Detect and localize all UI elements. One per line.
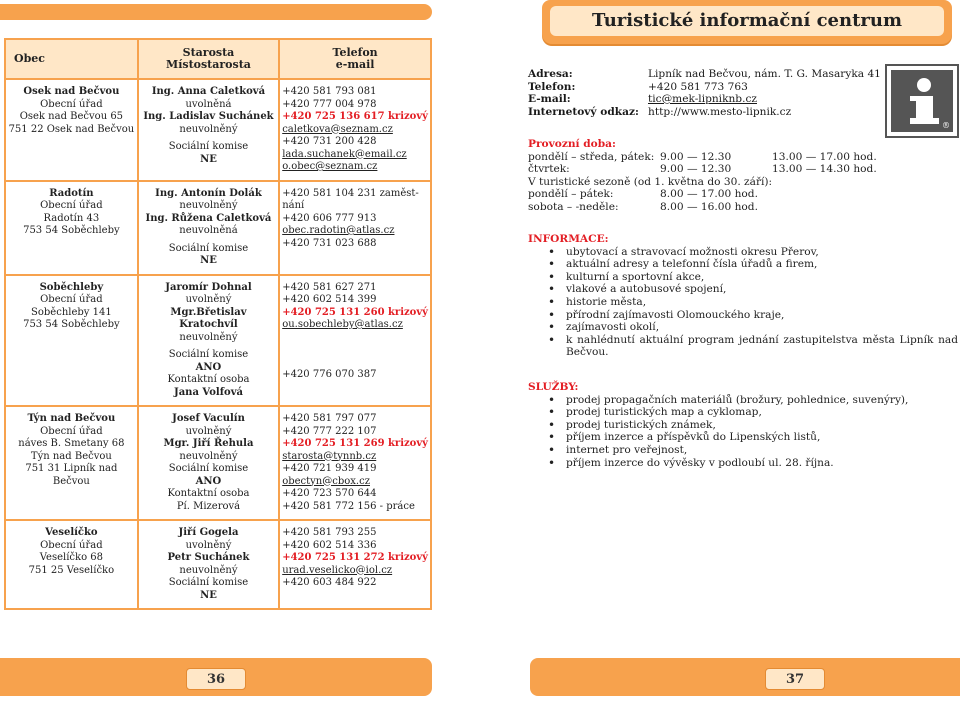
email-link[interactable]: o.obec@seznam.cz <box>282 161 378 172</box>
services-list <box>548 394 958 470</box>
season-title: V turistické sezoně (od 1. května do 30. září): <box>528 175 773 188</box>
bottom-decor-bar-right <box>530 658 960 696</box>
phone-line: +420 777 004 978 <box>282 98 377 110</box>
table-header-row <box>5 39 431 79</box>
table-row <box>5 181 431 275</box>
obec-line: Obecní úřad <box>40 425 103 437</box>
starosta-line: Mgr.Břetislav Kratochvíl <box>170 306 247 330</box>
table-row <box>5 406 431 520</box>
contact-value: +420 581 773 763 <box>648 80 748 93</box>
phone-line: +420 581 793 081 <box>282 86 377 97</box>
starosta-line: Josef Vaculín <box>172 413 245 424</box>
page-title: Turistické informační centrum <box>550 6 944 36</box>
season-time: 8.00 — 17.00 hod. <box>660 188 758 200</box>
list-item: • internet pro veřejnost, <box>548 444 958 457</box>
starosta-line: Sociální komise <box>168 242 249 254</box>
obec-line: 751 22 Osek nad Bečvou <box>8 123 135 135</box>
obec-line: Osek nad Bečvou 65 <box>19 111 124 122</box>
phone-line: +420 725 131 260 krizový <box>282 306 428 318</box>
season-day: sobota – -neděle: <box>528 200 619 213</box>
phone-line: +420 581 104 231 zaměst- <box>282 187 419 199</box>
phone-line: +420 777 222 107 <box>282 425 377 437</box>
list-item: • ubytovací a stravovací možnosti okresu Přerov, <box>548 246 958 259</box>
phone-line: +420 725 131 269 krizový <box>282 438 428 449</box>
hours-afternoon: 13.00 — 17.00 hod. <box>772 150 877 163</box>
cell-starosta <box>138 406 279 520</box>
phone-line: +420 731 023 688 <box>282 237 377 249</box>
starosta-line: Kontaktní osoba <box>167 374 250 385</box>
hours-rows <box>528 151 877 176</box>
phone-line <box>282 344 428 357</box>
contact-row <box>528 106 881 119</box>
list-item: • prodej turistických map a cyklomap, <box>548 406 958 419</box>
starosta-line: NE <box>200 255 217 266</box>
contact-value[interactable]: tic@mek-lipniknb.cz <box>648 93 757 105</box>
hours-row <box>528 163 877 176</box>
season-rows <box>528 188 877 213</box>
starosta-line: Ing. Růžena Caletková <box>145 212 272 224</box>
phone-line: +420 581 797 077 <box>282 413 377 424</box>
list-item: • vlakové a autobusové spojení, <box>548 283 958 296</box>
starosta-line: ANO <box>195 361 222 373</box>
title-tab <box>542 0 952 44</box>
info-list <box>548 246 958 359</box>
contact-key: Telefon: <box>528 80 576 93</box>
season-row <box>528 188 877 201</box>
cell-starosta <box>138 79 279 181</box>
starosta-line: Ing. Anna Caletková <box>151 86 266 97</box>
header-obec: Obec <box>5 39 138 79</box>
starosta-line: Sociální komise <box>168 141 249 152</box>
phone-line: +420 581 793 255 <box>282 527 377 538</box>
email-link[interactable]: lada.suchanek@email.cz <box>282 148 407 160</box>
obec-line: 751 25 Veselíčko <box>28 564 115 576</box>
cell-obec <box>5 181 138 275</box>
starosta-line: neuvolněná <box>179 225 238 236</box>
starosta-line: neuvolněný <box>179 450 238 462</box>
table-row <box>5 79 431 181</box>
list-item: • přírodní zajímavosti Olomouckého kraje, <box>548 309 958 322</box>
contact-row <box>528 93 881 106</box>
email-link[interactable]: obectyn@cbox.cz <box>282 475 370 487</box>
obec-line: Obecní úřad <box>40 539 103 551</box>
services-title: SLUŽBY: <box>528 381 579 393</box>
starosta-line: uvolněný <box>185 294 232 305</box>
phone-line: +420 725 136 617 krizový <box>282 111 428 122</box>
cell-obec <box>5 520 138 609</box>
phone-line: +420 725 131 272 krizový <box>282 552 428 563</box>
table-row <box>5 520 431 609</box>
opening-hours <box>528 138 877 213</box>
phone-line: +420 581 772 156 - práce <box>282 500 415 512</box>
municipality-table <box>4 38 432 610</box>
contact-value: Lipník nad Bečvou, nám. T. G. Masaryka 41 <box>648 68 881 80</box>
starosta-line: Kontaktní osoba <box>167 488 250 499</box>
starosta-line: ANO <box>195 475 222 487</box>
starosta-line: neuvolněný <box>179 123 238 135</box>
list-item: • historie města, <box>548 296 958 309</box>
list-item: • prodej turistických známek, <box>548 419 958 432</box>
info-logo-icon <box>887 66 957 136</box>
cell-starosta <box>138 520 279 609</box>
header-starosta: Starosta Místostarosta <box>138 39 279 79</box>
starosta-line: Jana Volfová <box>173 386 243 398</box>
email-link[interactable]: caletkova@seznam.cz <box>282 123 393 135</box>
services-section <box>528 381 958 469</box>
starosta-line: Jiří Gogela <box>178 527 239 538</box>
cell-telefon <box>279 406 431 520</box>
obec-line: Soběchleby 141 <box>31 306 112 318</box>
starosta-line: NE <box>200 589 217 601</box>
phone-line: +420 723 570 644 <box>282 488 377 499</box>
phone-line: +420 581 627 271 <box>282 281 377 293</box>
phone-line: nání <box>282 200 305 211</box>
registered-mark: ® <box>942 121 950 130</box>
list-item: • příjem inzerce do vývěsky v podloubí ul. 28. října. <box>548 457 958 470</box>
obec-line: Týn nad Bečvou <box>30 450 112 462</box>
starosta-line: NE <box>200 153 217 165</box>
starosta-line: uvolněný <box>185 539 232 551</box>
season-day: pondělí – pátek: <box>528 188 614 200</box>
list-item: • k nahlédnutí aktuální program jednání zastupitelstva města Lipník nad Bečvou. <box>548 334 958 359</box>
contact-key: Adresa: <box>528 68 573 80</box>
email-link[interactable]: starosta@tynnb.cz <box>282 450 377 462</box>
cell-starosta <box>138 181 279 275</box>
obec-line: Obecní úřad <box>40 200 103 211</box>
season-time: 8.00 — 16.00 hod. <box>660 200 758 213</box>
phone-line <box>282 357 428 370</box>
list-item: • příjem inzerce a příspěvků do Lipenských listů, <box>548 431 958 444</box>
phone-line: +420 776 070 387 <box>282 369 377 380</box>
contact-key: Internetový odkaz: <box>528 105 639 118</box>
contact-key: E-mail: <box>528 93 571 105</box>
obec-line: Osek nad Bečvou <box>23 86 120 97</box>
obec-line: Obecní úřad <box>40 98 103 110</box>
phone-line: +420 606 777 913 <box>282 212 377 224</box>
starosta-line: Ing. Ladislav Suchánek <box>143 111 274 122</box>
starosta-line: neuvolněný <box>179 200 238 211</box>
cell-obec <box>5 275 138 407</box>
bottom-decor-bar <box>0 658 432 696</box>
obec-line: Obecní úřad <box>40 294 103 305</box>
contact-value[interactable]: http://www.mesto-lipnik.cz <box>648 105 792 118</box>
phone-line: +420 603 484 922 <box>282 577 377 588</box>
season-row <box>528 201 877 214</box>
hours-afternoon: 13.00 — 14.30 hod. <box>772 163 877 175</box>
obec-line: Soběchleby <box>39 281 104 293</box>
cell-telefon <box>279 181 431 275</box>
starosta-line: Sociální komise <box>168 463 249 474</box>
starosta-line: uvolněný <box>185 425 232 437</box>
list-item: • aktuální adresy a telefonní čísla úřadů a firem, <box>548 258 958 271</box>
starosta-line: Mgr. Jiří Řehula <box>163 438 254 449</box>
phone-line: +420 602 514 336 <box>282 539 377 551</box>
page-number-right: 37 <box>765 668 825 690</box>
obec-line: 753 54 Soběchleby <box>23 225 120 236</box>
hours-morning: 9.00 — 12.30 <box>660 163 732 175</box>
obec-line: 753 54 Soběchleby <box>23 319 120 330</box>
cell-obec <box>5 406 138 520</box>
list-item: • prodej propagačních materiálů (brožury, pohlednice, suvenýry), <box>548 394 958 407</box>
starosta-line: Sociální komise <box>168 577 249 588</box>
email-link[interactable]: ou.sobechleby@atlas.cz <box>282 319 403 330</box>
header-telefon: Telefon e-mail <box>279 39 431 79</box>
obec-line: náves B. Smetany 68 <box>18 438 125 449</box>
list-item: • zajímavosti okolí, <box>548 321 958 334</box>
phone-line: +420 602 514 399 <box>282 294 377 305</box>
obec-line: Radotín 43 <box>43 212 100 224</box>
contact-block <box>528 68 881 118</box>
hours-title: Provozní doba: <box>528 138 616 150</box>
starosta-line: neuvolněný <box>179 331 238 343</box>
starosta-line: Petr Suchánek <box>167 552 250 563</box>
cell-obec <box>5 79 138 181</box>
hours-row <box>528 151 877 164</box>
hours-morning: 9.00 — 12.30 <box>660 150 732 163</box>
contact-row <box>528 81 881 94</box>
table-body <box>5 79 431 609</box>
obec-line: Veselíčko 68 <box>39 552 103 563</box>
obec-line: Radotín <box>49 187 94 199</box>
starosta-line: Jaromír Dohnal <box>165 281 252 293</box>
phone-line: +420 731 200 428 <box>282 136 377 147</box>
table-row <box>5 275 431 407</box>
info-title: INFORMACE: <box>528 233 609 245</box>
hours-day: čtvrtek: <box>528 163 570 175</box>
starosta-line: Ing. Antonín Dolák <box>155 187 262 199</box>
starosta-line: Sociální komise <box>168 349 249 360</box>
obec-line: Veselíčko <box>45 527 98 538</box>
contact-row <box>528 68 881 81</box>
hours-day: pondělí – středa, pátek: <box>528 150 655 163</box>
info-section <box>528 233 958 359</box>
cell-telefon <box>279 275 431 407</box>
email-link[interactable]: obec.radotin@atlas.cz <box>282 225 395 236</box>
page-number-left: 36 <box>186 668 246 690</box>
starosta-line: Pí. Mizerová <box>176 500 241 512</box>
phone-line <box>282 332 428 345</box>
cell-starosta <box>138 275 279 407</box>
list-item: • kulturní a sportovní akce, <box>548 271 958 284</box>
cell-telefon <box>279 520 431 609</box>
starosta-line: uvolněná <box>185 98 232 110</box>
top-decor-bar <box>0 4 432 20</box>
email-link[interactable]: urad.veselicko@iol.cz <box>282 564 393 576</box>
starosta-line: neuvolněný <box>179 564 238 576</box>
phone-line: +420 721 939 419 <box>282 463 377 474</box>
obec-line: 751 31 Lipník nad Bečvou <box>25 463 118 487</box>
obec-line: Týn nad Bečvou <box>27 413 116 424</box>
cell-telefon <box>279 79 431 181</box>
